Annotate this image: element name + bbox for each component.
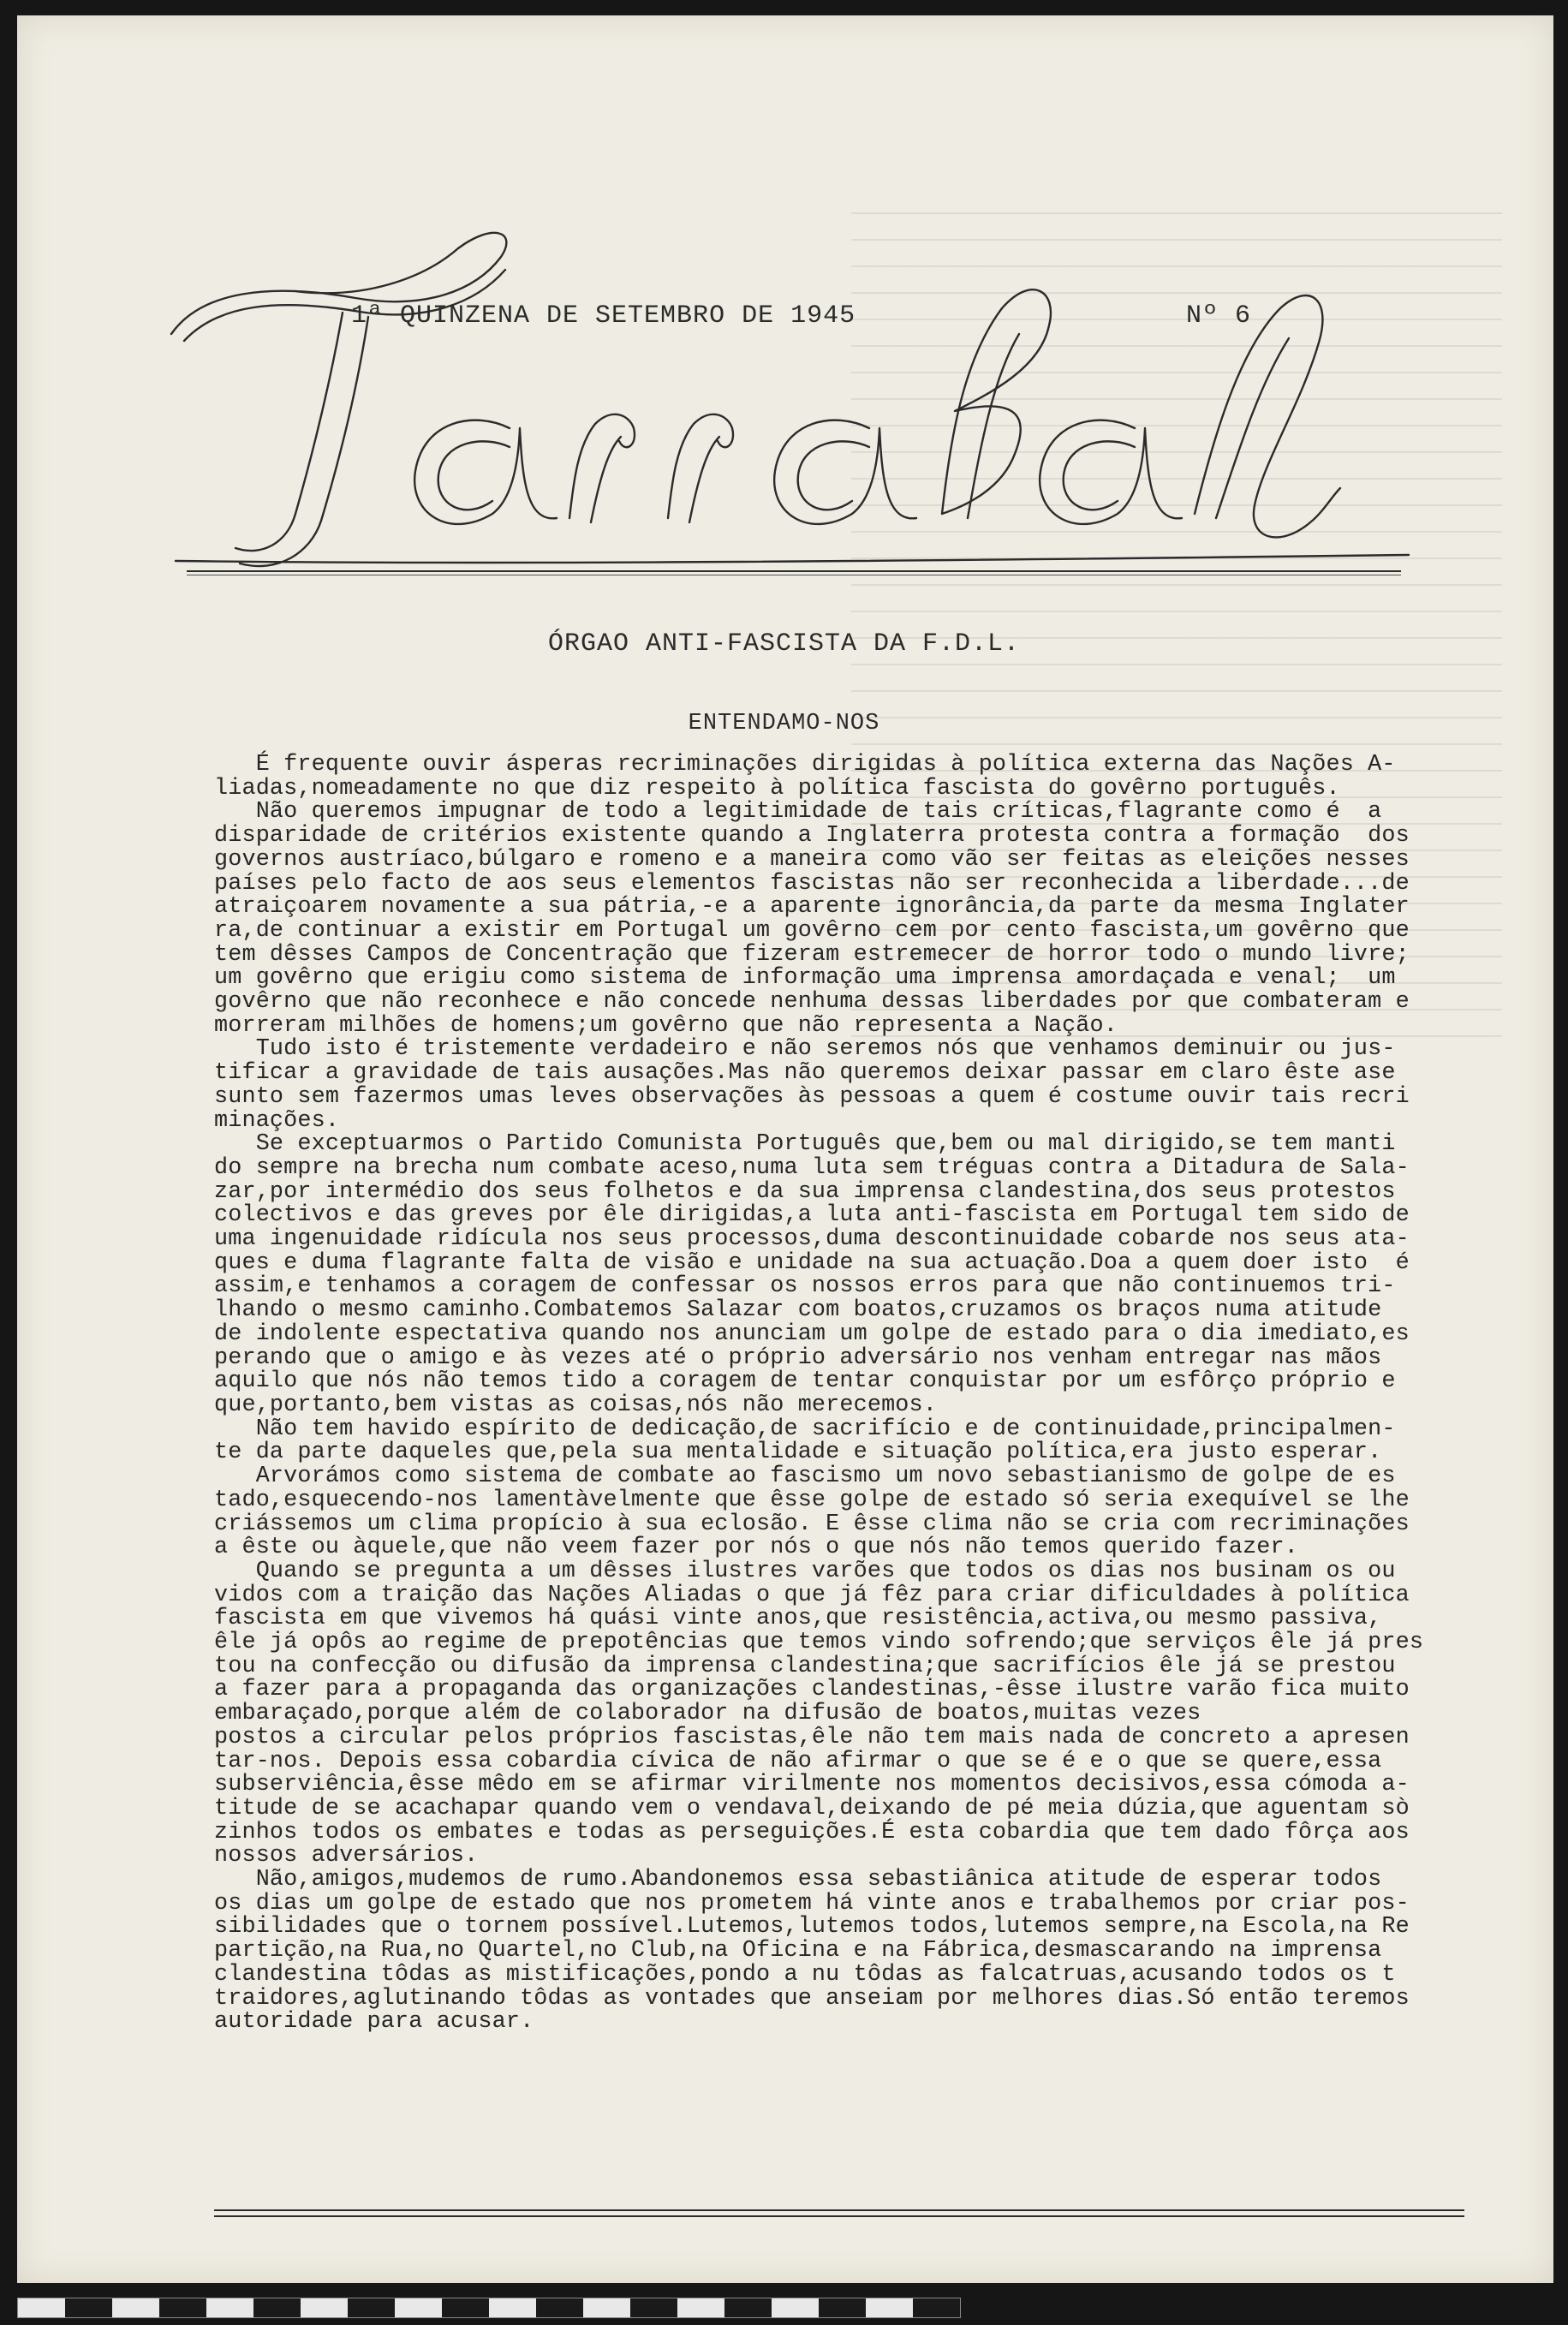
- article-line: uma ingenuidade ridícula nos seus processos,duma descontinuidade cobarde nos seus ata-: [214, 1226, 1410, 1253]
- article-line: disparidade de critérios existente quando a Inglaterra protesta contra a formação dos: [214, 823, 1410, 850]
- article-line: embaraçado,porque além de colaborador na difusão de boatos,muitas vezes: [214, 1701, 1201, 1727]
- article-line: Não queremos impugnar de todo a legitimidade de tais críticas,flagrante como é a: [214, 799, 1382, 826]
- article-line: Não tem havido espírito de dedicação,de sacrifício e de continuidade,principalmen-: [214, 1416, 1396, 1442]
- article-line: criássemos um clima propício à sua eclosão. E êsse clima não se cria com recriminações: [214, 1511, 1410, 1537]
- article-line: atraiçoarem novamente a sua pátria,-e a aparente ignorância,da parte da mesma Inglater: [214, 894, 1410, 921]
- article-line: Quando se pregunta a um dêsses ilustres varões que todos os dias nos businam os ou: [214, 1558, 1396, 1584]
- dateline: 1ª QUINZENA DE SETEMBRO DE 1945: [351, 301, 856, 331]
- article-line: perando que o amigo e às vezes até o próprio adversário nos venham entregar nas mãos: [214, 1344, 1382, 1371]
- article-line: um govêrno que erigiu como sistema de informação uma imprensa amordaçada e venal; um: [214, 965, 1396, 992]
- article-line: postos a circular pelos próprios fascistas,êle não tem mais nada de concreto a apresen: [214, 1724, 1410, 1750]
- masthead-title-logo: [167, 197, 1417, 642]
- article-line: zinhos todos os embates e todas as perseguições.É esta cobardia que tem dado fôrça aos: [214, 1819, 1410, 1845]
- article-line: tar-nos. Depois essa cobardia cívica de não afirmar o que se é e o que se quere,essa: [214, 1748, 1382, 1774]
- article-line: tou na confecção ou difusão da imprensa clandestina;que sacrifícios êle já se prestou: [214, 1653, 1396, 1679]
- article-heading: ENTENDAMO-NOS: [688, 711, 880, 736]
- article-line: vidos com a traição das Nações Aliadas o que já fêz para criar dificuldades à política: [214, 1582, 1410, 1608]
- article-line: assim,e tenhamos a coragem de confessar os nossos erros para que não continuemos tri-: [214, 1273, 1396, 1300]
- article-line: morreram milhões de homens;um govêrno que não representa a Nação.: [214, 1012, 1118, 1039]
- issue-number: Nº 6: [1186, 301, 1252, 331]
- article-line: do sempre na brecha num combate aceso,numa luta sem tréguas contra a Ditadura de Sala-: [214, 1154, 1410, 1181]
- article-line: os dias um golpe de estado que nos prometem há vinte anos e trabalhemos por criar pos-: [214, 1890, 1410, 1917]
- article-line: clandestina tôdas as mistificações,pondo a nu tôdas as falcatruas,acusando todos os t: [214, 1961, 1396, 1988]
- article-line: traidores,aglutinando tôdas as vontades que anseiam por melhores dias.Só então teremos: [214, 1985, 1410, 2012]
- article-line: te da parte daqueles que,pela sua mentalidade e situação política,era justo esperar.: [214, 1440, 1382, 1466]
- article-line: autoridade para acusar.: [214, 2009, 534, 2036]
- article-line: Tudo isto é tristemente verdadeiro e não seremos nós que venhamos deminuir ou jus-: [214, 1036, 1396, 1063]
- scale-bar: [17, 2298, 961, 2318]
- article-line: países pelo facto de aos seus elementos fascistas não ser reconhecida a liberdade...de: [214, 870, 1410, 897]
- article-line: tificar a gravidade de tais ausações.Mas não queremos deixar passar em claro êste ase: [214, 1060, 1396, 1087]
- article-line: tado,esquecendo-nos lamentàvelmente que êsse golpe de estado só seria exequível se lhe: [214, 1487, 1410, 1513]
- article-line: subserviência,êsse mêdo em se afirmar virilmente nos momentos decisivos,essa cómoda a-: [214, 1772, 1410, 1798]
- article-line: Arvorámos como sistema de combate ao fascismo um novo sebastianismo de golpe de es: [214, 1464, 1396, 1490]
- article-line: sibilidades que o tornem possível.Lutemos,lutemos todos,lutemos sempre,na Escola,na Re: [214, 1914, 1410, 1940]
- article-body: [214, 754, 1456, 2035]
- article-line: Se exceptuarmos o Partido Comunista Português que,bem ou mal dirigido,se tem manti: [214, 1131, 1396, 1158]
- footer-rule: [214, 2209, 1464, 2217]
- article-line: É frequente ouvir ásperas recriminações dirigidas à política externa das Nações A-: [214, 752, 1396, 778]
- subtitle: ÓRGAO ANTI-FASCISTA DA F.D.L.: [547, 629, 1021, 659]
- article-line: nossos adversários.: [214, 1843, 479, 1869]
- article-line: aquilo que nós não temos tido a coragem de tentar conquistar por um esfôrço próprio e: [214, 1368, 1396, 1395]
- article-line: a êste ou àquele,que não veem fazer por nós o que nós não temos querido fazer.: [214, 1535, 1298, 1561]
- article-line: Não,amigos,mudemos de rumo.Abandonemos essa sebastiânica atitude de esperar todos: [214, 1867, 1382, 1893]
- article-line: êle já opôs ao regime de prepotências que temos vindo sofrendo;que serviços êle já pres: [214, 1630, 1424, 1656]
- masthead-rule: [187, 570, 1401, 575]
- article-line: governos austríaco,búlgaro e romeno e a maneira como vão ser feitas as eleições nesses: [214, 846, 1410, 873]
- article-line: govêrno que não reconhece e não concede nenhuma dessas liberdades por que combateram e: [214, 989, 1410, 1016]
- article-line: minações.: [214, 1107, 340, 1134]
- article-line: ra,de continuar a existir em Portugal um govêrno cem por cento fascista,um govêrno que: [214, 917, 1410, 944]
- article-line: ques e duma flagrante falta de visão e unidade na sua actuação.Doa a quem doer isto é: [214, 1249, 1410, 1276]
- article-line: sunto sem fazermos umas leves observações às pessoas a quem é costume ouvir tais recri: [214, 1083, 1410, 1110]
- article-line: zar,por intermédio dos seus folhetos e da sua imprensa clandestina,dos seus protestos: [214, 1178, 1396, 1205]
- article-line: lhando o mesmo caminho.Combatemos Salazar com boatos,cruzamos os braços numa atitude: [214, 1297, 1382, 1324]
- article-line: colectivos e das greves por êle dirigidas,a luta anti-fascista em Portugal tem sido de: [214, 1202, 1410, 1229]
- article-line: de indolente espectativa quando nos anunciam um golpe de estado para o dia imediato,es: [214, 1320, 1410, 1347]
- article-line: a fazer para a propaganda das organizações clandestinas,-êsse ilustre varão fica muito: [214, 1677, 1410, 1703]
- article-line: liadas,nomeadamente no que diz respeito à política fascista do govêrno português.: [214, 775, 1340, 802]
- article-line: partição,na Rua,no Quartel,no Club,na Oficina e na Fábrica,desmascarando na imprensa: [214, 1938, 1382, 1964]
- article-line: tem dêsses Campos de Concentração que fizeram estremecer de horror todo o mundo livre;: [214, 941, 1410, 968]
- article-line: que,portanto,bem vistas as coisas,nós não merecemos.: [214, 1392, 937, 1418]
- masthead: [167, 197, 1417, 642]
- article-line: fascista em que vivemos há quási vinte anos,que resistência,activa,ou mesmo passiva,: [214, 1606, 1382, 1632]
- article-line: titude de se acachapar quando vem o vendaval,deixando de pé meia dúzia,que aguentam sò: [214, 1795, 1410, 1821]
